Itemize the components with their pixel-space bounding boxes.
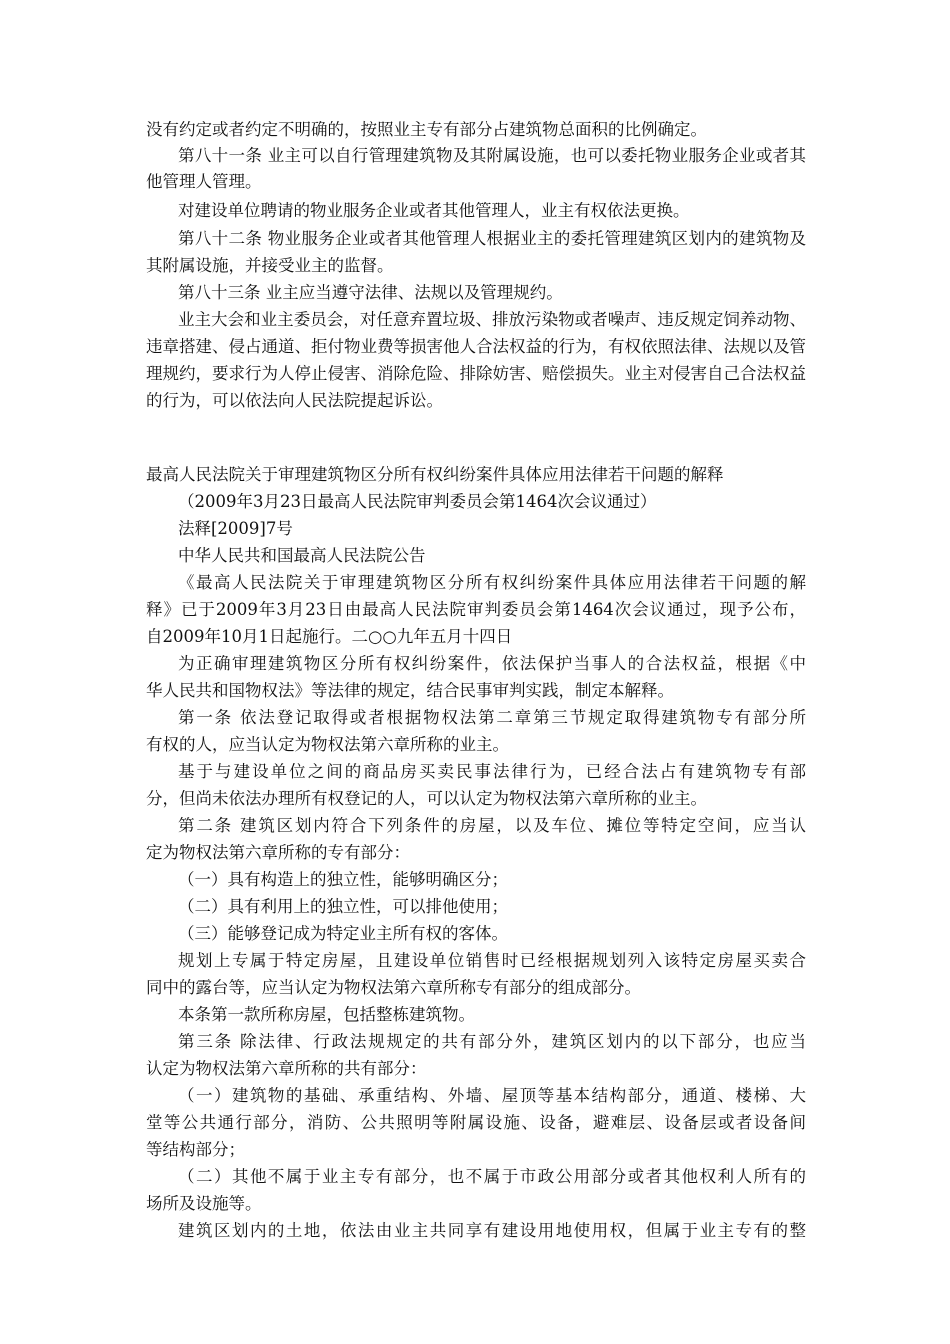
paragraph-line: 等结构部分； xyxy=(146,1140,245,1159)
paragraph-line: 没有约定或者约定不明确的，按照业主专有部分占建筑物总面积的比例确定。 xyxy=(146,120,707,139)
paragraph-line: 基于与建设单位之间的商品房买卖民事法律行为，已经合法占有建筑物专有部 xyxy=(178,762,806,781)
paragraph-line: 《最高人民法院关于审理建筑物区分所有权纠纷案件具体应用法律若干问题的解 xyxy=(178,573,806,592)
article-1-heading-line: 第一条 依法登记取得或者根据物权法第二章第三节规定取得建筑物专有部分所 xyxy=(178,708,806,727)
list-item: （一）建筑物的基础、承重结构、外墙、屋顶等基本结构部分，通道、楼梯、大 xyxy=(178,1086,806,1105)
paragraph-line: 理规约，要求行为人停止侵害、消除危险、排除妨害、赔偿损失。业主对侵害自己合法权益 xyxy=(146,364,806,383)
paragraph-line: 认定为物权法第六章所称的共有部分： xyxy=(146,1059,427,1078)
paragraph-line: 自2009年10月1日起施行。二○○九年五月十四日 xyxy=(146,627,513,646)
paragraph-line: 为正确审理建筑物区分所有权纠纷案件，依法保护当事人的合法权益，根据《中 xyxy=(178,654,806,673)
article-82-heading-line: 第八十二条 物业服务企业或者其他管理人根据业主的委托管理建筑区划内的建筑物及 xyxy=(178,229,806,248)
paragraph-line: 场所及设施等。 xyxy=(146,1194,262,1213)
paragraph-line: 建筑区划内的土地，依法由业主共同享有建设用地使用权，但属于业主专有的整 xyxy=(178,1221,806,1240)
paragraph-line: 其附属设施，并接受业主的监督。 xyxy=(146,256,394,275)
article-3-heading-line: 第三条 除法律、行政法规规定的共有部分外，建筑区划内的以下部分，也应当 xyxy=(178,1032,806,1051)
article-83-heading-line: 第八十三条 业主应当遵守法律、法规以及管理规约。 xyxy=(178,283,563,302)
adoption-note: （2009年3月23日最高人民法院审判委员会第1464次会议通过） xyxy=(178,492,657,511)
paragraph-line: 业主大会和业主委员会，对任意弃置垃圾、排放污染物或者噪声、违反规定饲养动物、 xyxy=(178,310,806,329)
paragraph-line: 分，但尚未依法办理所有权登记的人，可以认定为物权法第六章所称的业主。 xyxy=(146,789,707,808)
paragraph-line: 堂等公共通行部分，消防、公共照明等附属设施、设备，避难层、设备层或者设备间 xyxy=(146,1113,806,1132)
list-item: （一）具有构造上的独立性，能够明确区分； xyxy=(178,870,508,889)
document-title: 最高人民法院关于审理建筑物区分所有权纠纷案件具体应用法律若干问题的解释 xyxy=(146,465,724,484)
paragraph-line: 有权的人，应当认定为物权法第六章所称的业主。 xyxy=(146,735,509,754)
paragraph-line: 定为物权法第六章所称的专有部分： xyxy=(146,843,410,862)
announcement-title: 中华人民共和国最高人民法院公告 xyxy=(178,546,426,565)
paragraph-line: 违章搭建、侵占通道、拒付物业费等损害他人合法权益的行为，有权依照法律、法规以及管 xyxy=(146,337,806,356)
paragraph-line: 释》已于2009年3月23日由最高人民法院审判委员会第1464次会议通过，现予公布， xyxy=(146,600,806,619)
list-item: （三）能够登记成为特定业主所有权的客体。 xyxy=(178,924,508,943)
list-item: （二）具有利用上的独立性，可以排他使用； xyxy=(178,897,508,916)
paragraph-line: 的行为，可以依法向人民法院提起诉讼。 xyxy=(146,391,443,410)
article-81-heading-line: 第八十一条 业主可以自行管理建筑物及其附属设施，也可以委托物业服务企业或者其 xyxy=(178,146,806,165)
paragraph-line: 对建设单位聘请的物业服务企业或者其他管理人，业主有权依法更换。 xyxy=(178,201,690,220)
article-2-heading-line: 第二条 建筑区划内符合下列条件的房屋，以及车位、摊位等特定空间，应当认 xyxy=(178,816,806,835)
paragraph-line: 规划上专属于特定房屋，且建设单位销售时已经根据规划列入该特定房屋买卖合 xyxy=(178,951,806,970)
paragraph-line: 同中的露台等，应当认定为物权法第六章所称专有部分的组成部分。 xyxy=(146,978,641,997)
paragraph-line: 本条第一款所称房屋，包括整栋建筑物。 xyxy=(178,1005,475,1024)
paragraph-line: 他管理人管理。 xyxy=(146,172,262,191)
document-number: 法释[2009]7号 xyxy=(178,519,293,538)
paragraph-line: 华人民共和国物权法》等法律的规定，结合民事审判实践，制定本解释。 xyxy=(146,681,674,700)
list-item: （二）其他不属于业主专有部分，也不属于市政公用部分或者其他权利人所有的 xyxy=(178,1167,806,1186)
